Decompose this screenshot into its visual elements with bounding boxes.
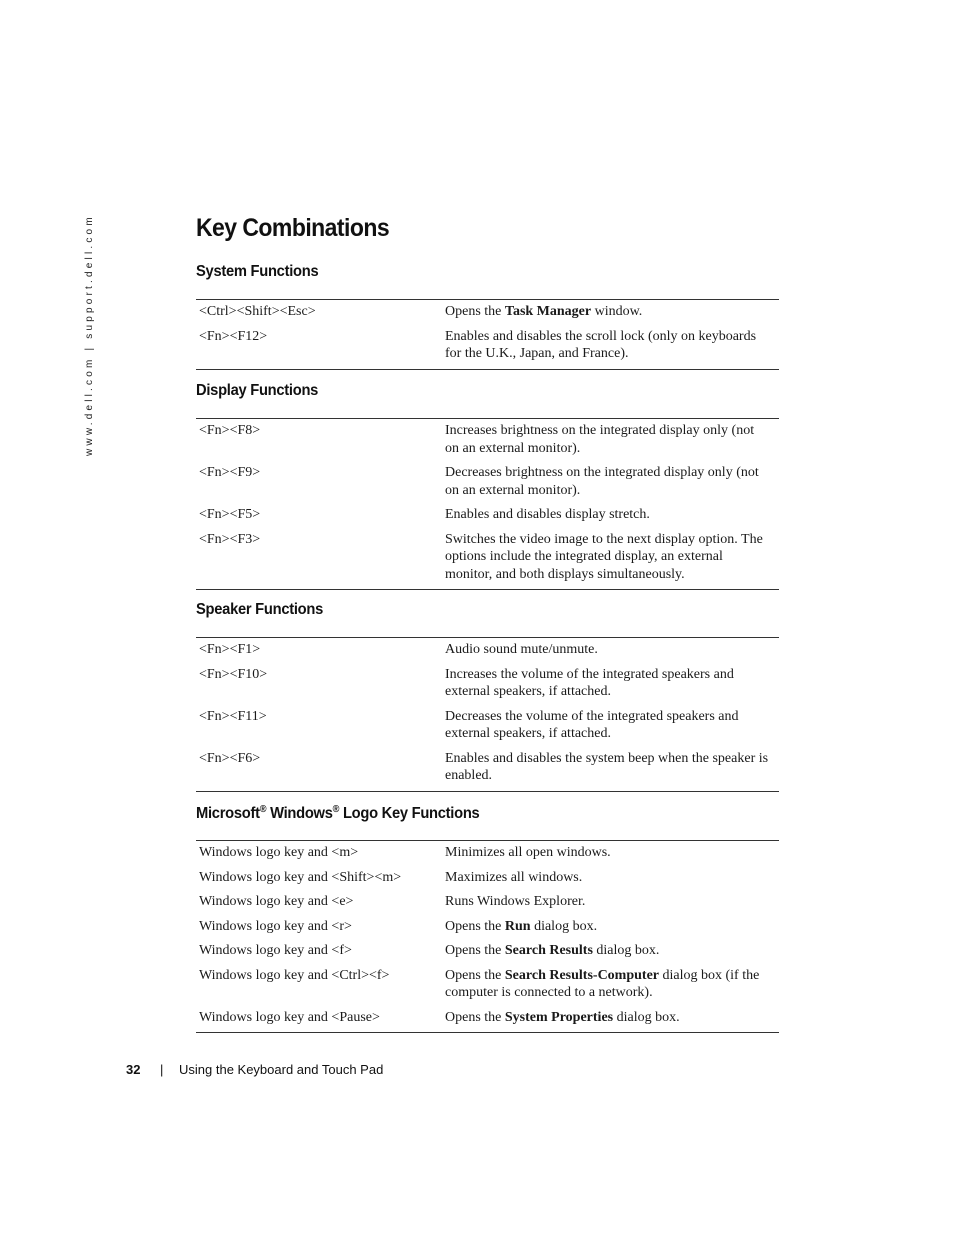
- description-text: Opens the: [445, 918, 505, 934]
- description-text: Decreases brightness on the integrated display only (not on an external monitor).: [445, 465, 759, 498]
- table-row: [196, 935, 779, 960]
- key-description: [442, 659, 779, 701]
- ui-term: System Properties: [504, 1009, 614, 1025]
- key-table: [196, 418, 779, 590]
- table-row: [196, 457, 779, 499]
- table-row: [196, 524, 779, 590]
- side-url: www.dell.com | support.dell.com: [84, 214, 95, 456]
- key-table: [196, 299, 779, 370]
- key-combination: <Ctrl><Shift><Esc>: [199, 304, 316, 319]
- key-description: [442, 524, 779, 590]
- key-description: [442, 862, 779, 887]
- description-text: Maximizes all windows.: [445, 869, 583, 885]
- key-description: [442, 841, 779, 862]
- key-combination: Windows logo key and <e>: [199, 894, 354, 909]
- key-table: [196, 637, 779, 792]
- description-text: dialog box.: [530, 918, 598, 934]
- page-title: Key Combinations: [196, 214, 390, 242]
- key-combination: Windows logo key and <Pause>: [199, 1009, 380, 1025]
- key-description: [442, 911, 779, 936]
- section-system-functions: [196, 263, 779, 370]
- key-description: [442, 457, 779, 499]
- description-text: Enables and disables display stretch.: [445, 507, 650, 522]
- section-speaker-functions: [196, 601, 779, 792]
- key-combination: Windows logo key and <Ctrl><f>: [199, 967, 390, 983]
- description-text: Enables and disables the scroll lock (only on keyboards for the U.K., Japan, and France).: [445, 328, 757, 361]
- description-text: Opens the: [445, 967, 505, 983]
- key-combination: <Fn><F3>: [199, 531, 261, 547]
- key-combination: <Fn><F8>: [199, 423, 261, 438]
- key-description: [442, 321, 779, 370]
- key-description: [442, 419, 779, 458]
- section-display-functions: [196, 382, 779, 590]
- key-combination: <Fn><F5>: [199, 507, 261, 522]
- table-row: [196, 862, 779, 887]
- page-footer: [126, 1062, 384, 1077]
- key-combination: <Fn><F9>: [199, 465, 261, 480]
- key-combination: Windows logo key and <m>: [199, 845, 359, 860]
- description-text: Switches the video image to the next display option. The options include the integrated display, an external monitor, and both displays simultaneously.: [445, 531, 763, 582]
- description-text: dialog box.: [613, 1009, 680, 1025]
- ui-term: Run: [504, 918, 531, 934]
- table-row: [196, 743, 779, 792]
- table-row: [196, 300, 779, 321]
- key-description: [442, 638, 779, 659]
- table-row: [196, 841, 779, 862]
- description-text: Increases the volume of the integrated speakers and external speakers, if attached.: [445, 666, 734, 699]
- ui-term: Task Manager: [504, 304, 592, 319]
- description-text: window.: [591, 304, 643, 319]
- description-text: Increases brightness on the integrated display only (not on an external monitor).: [445, 423, 755, 456]
- ui-term: Search Results: [504, 943, 593, 958]
- key-combination: <Fn><F1>: [199, 642, 261, 657]
- table-row: [196, 638, 779, 659]
- table-row: [196, 419, 779, 458]
- key-combination: <Fn><F11>: [199, 708, 267, 724]
- key-description: [442, 300, 779, 321]
- description-text: Decreases the volume of the integrated speakers and external speakers, if attached.: [445, 708, 739, 741]
- chapter-title: Using the Keyboard and Touch Pad: [179, 1062, 384, 1077]
- description-text: Runs Windows Explorer.: [445, 894, 586, 909]
- description-text: Minimizes all open windows.: [445, 845, 611, 860]
- key-description: [442, 701, 779, 743]
- table-row: [196, 321, 779, 370]
- table-row: [196, 701, 779, 743]
- key-combination: <Fn><F10>: [199, 666, 268, 682]
- key-combination: Windows logo key and <f>: [199, 943, 352, 958]
- description-text: Opens the: [445, 1009, 505, 1025]
- key-description: [442, 1002, 779, 1033]
- description-text: dialog box (if the computer is connected to a network).: [445, 967, 760, 1000]
- table-row: [196, 911, 779, 936]
- section-heading: Speaker Functions: [196, 601, 324, 618]
- table-row: [196, 1002, 779, 1033]
- table-row: [196, 960, 779, 1002]
- key-description: [442, 886, 779, 911]
- page-number: 32: [126, 1062, 141, 1077]
- key-combination: Windows logo key and <r>: [199, 918, 352, 934]
- section-heading: Microsoft® Windows® Logo Key Functions: [196, 804, 480, 822]
- description-text: Opens the: [445, 943, 505, 958]
- key-description: [442, 960, 779, 1002]
- table-row: [196, 886, 779, 911]
- section-windows-logo-key-functions: [196, 804, 779, 1033]
- key-combination: <Fn><F12>: [199, 328, 268, 344]
- ui-term: Search Results-Computer: [504, 967, 660, 983]
- registered-mark: ®: [332, 804, 340, 815]
- section-heading: Display Functions: [196, 382, 319, 399]
- description-text: dialog box.: [592, 943, 660, 958]
- table-row: [196, 499, 779, 524]
- key-combination: <Fn><F6>: [199, 750, 261, 766]
- description-text: Enables and disables the system beep when the speaker is enabled.: [445, 750, 769, 783]
- footer-separator: |: [160, 1062, 164, 1077]
- key-combination: Windows logo key and <Shift><m>: [199, 869, 402, 885]
- description-text: Opens the: [445, 304, 505, 319]
- section-heading: System Functions: [196, 263, 319, 280]
- key-table: [196, 840, 779, 1033]
- key-description: [442, 935, 779, 960]
- registered-mark: ®: [259, 804, 267, 815]
- description-text: Audio sound mute/unmute.: [445, 642, 598, 657]
- key-description: [442, 743, 779, 792]
- key-description: [442, 499, 779, 524]
- table-row: [196, 659, 779, 701]
